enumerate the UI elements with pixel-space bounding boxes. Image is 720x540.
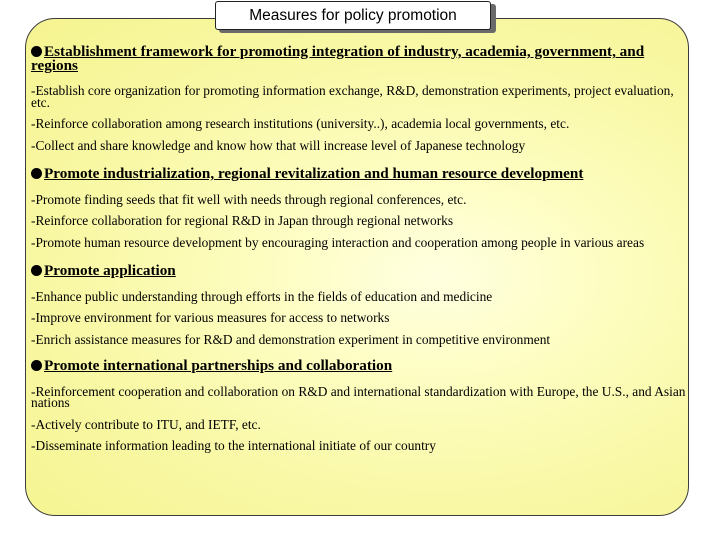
list-item: -Reinforcement cooperation and collaboration on R&D and international standardization with Europe, the U.S., and Asian nations [31,383,686,410]
section-heading: Promote application [31,264,691,278]
section-international [31,359,691,452]
list-item: -Enrich assistance measures for R&D and demonstration experiment in competitive environment [31,331,551,347]
section-application [31,264,691,345]
list-item: -Reinforce collaboration for regional R&D in Japan through regional networks [31,213,454,228]
policy-list [31,39,691,452]
list-item: -Improve environment for various measures for access to networks [31,310,390,325]
section-heading: Promote international partnerships and collaboration [31,359,691,373]
bullet-icon [31,168,42,179]
list-item: -Reinforce collaboration among research institutions (university..), academia local governments, etc. [31,116,570,131]
list-item: -Actively contribute to ITU, and IETF, etc. [31,416,261,432]
list-item: -Promote finding seeds that fit well with needs through regional conferences, etc. [31,191,467,207]
list-item: -Collect and share knowledge and know how that will increase level of Japanese technology [31,137,526,153]
section-establishment-framework [31,45,691,151]
bullet-icon [31,265,42,276]
page-title: Measures for policy promotion [215,1,491,30]
bullet-icon [31,46,42,57]
section-heading: Promote industrialization, regional revitalization and human resource development [31,167,691,181]
list-item: -Promote human resource development by encouraging interaction and cooperation among people in various areas [31,234,645,250]
list-item: -Enhance public understanding through efforts in the fields of education and medicine [31,288,493,304]
list-item: -Establish core organization for promoting information exchange, R&D, demonstration experiments, project evaluation, etc. [31,83,674,110]
section-heading: Establishment framework for promoting integration of industry, academia, government, and regions [31,43,645,74]
list-item: -Disseminate information leading to the international initiate of our country [31,438,436,453]
section-industrialization [31,167,691,248]
bullet-icon [31,360,42,371]
